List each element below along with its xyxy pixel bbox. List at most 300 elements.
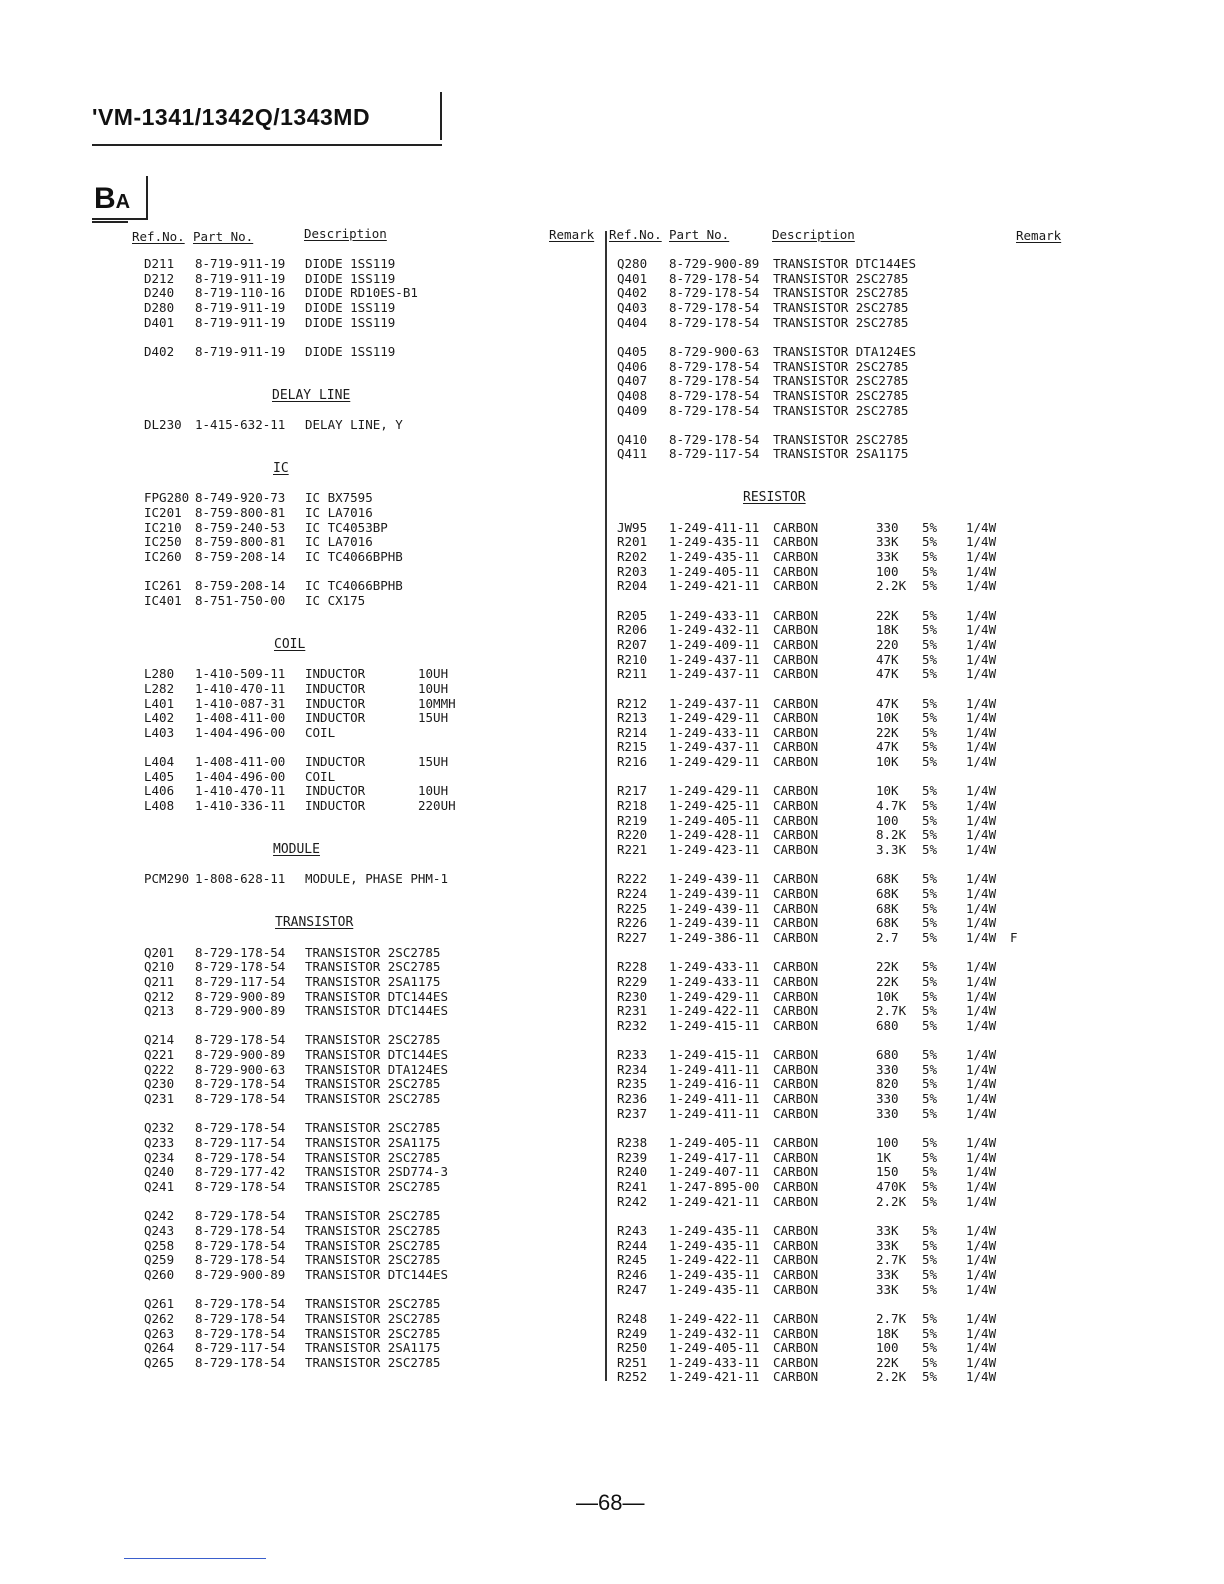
left-description: TRANSISTOR 2SC2785 bbox=[305, 1237, 441, 1253]
right-part-no: 1-249-405-11 bbox=[669, 1340, 760, 1356]
right-ref-no: R226 bbox=[617, 915, 648, 931]
board-label-underline bbox=[92, 221, 128, 223]
left-section-heading: TRANSISTOR bbox=[275, 915, 354, 931]
right-ref-no: R212 bbox=[617, 695, 648, 711]
right-tolerance: 5% bbox=[922, 1003, 938, 1019]
right-description: CARBON bbox=[773, 1281, 819, 1297]
right-tolerance: 5% bbox=[922, 812, 938, 828]
right-description: TRANSISTOR 2SC2785 bbox=[773, 402, 909, 418]
right-part-no: 1-249-405-11 bbox=[669, 563, 760, 579]
right-description: TRANSISTOR DTC144ES bbox=[773, 256, 916, 271]
right-tolerance: 5% bbox=[922, 929, 938, 945]
right-wattage: 1/4W bbox=[966, 1340, 997, 1356]
left-ref-no: Q263 bbox=[144, 1325, 175, 1341]
right-description: CARBON bbox=[773, 871, 819, 887]
right-header-ref: Ref.No. bbox=[609, 227, 662, 242]
left-part-no: 8-759-208-14 bbox=[195, 549, 286, 564]
right-part-no: 8-729-178-54 bbox=[669, 299, 760, 315]
board-label-letter: B bbox=[94, 182, 116, 215]
right-ref-no: R205 bbox=[617, 607, 648, 623]
left-header-desc: Description bbox=[304, 226, 387, 241]
left-section-heading: DELAY LINE bbox=[272, 387, 351, 403]
right-wattage: 1/4W bbox=[966, 812, 997, 828]
right-description: CARBON bbox=[773, 710, 819, 726]
left-part-no: 1-410-336-11 bbox=[195, 798, 286, 813]
right-wattage: 1/4W bbox=[966, 1310, 997, 1326]
right-part-no: 1-249-411-11 bbox=[669, 1105, 760, 1121]
left-ref-no: Q232 bbox=[144, 1120, 175, 1136]
right-tolerance: 5% bbox=[922, 651, 938, 667]
right-tolerance: 5% bbox=[922, 1222, 938, 1238]
left-value: 15UH bbox=[418, 710, 449, 726]
right-ref-no: R238 bbox=[617, 1135, 648, 1150]
right-ref-no: R218 bbox=[617, 798, 648, 813]
right-tolerance: 5% bbox=[922, 1369, 938, 1385]
right-description: CARBON bbox=[773, 973, 819, 989]
left-part-no: 1-404-496-00 bbox=[195, 768, 286, 784]
left-description: COIL bbox=[305, 724, 336, 740]
left-ref-no: Q222 bbox=[144, 1061, 175, 1077]
right-part-no: 8-729-178-54 bbox=[669, 314, 760, 330]
right-description: CARBON bbox=[773, 783, 819, 799]
right-part-no: 1-247-895-00 bbox=[669, 1178, 760, 1194]
left-ref-no: Q234 bbox=[144, 1149, 175, 1165]
left-description: INDUCTOR bbox=[305, 798, 366, 813]
right-description: CARBON bbox=[773, 959, 819, 975]
right-tolerance: 5% bbox=[922, 1076, 938, 1092]
left-description: INDUCTOR bbox=[305, 695, 366, 711]
right-ref-no: Q404 bbox=[617, 314, 648, 330]
right-wattage: 1/4W bbox=[966, 549, 997, 564]
right-tolerance: 5% bbox=[922, 1164, 938, 1180]
left-description: COIL bbox=[305, 768, 336, 784]
right-value: 33K bbox=[876, 1237, 899, 1253]
right-tolerance: 5% bbox=[922, 549, 938, 564]
left-description: TRANSISTOR DTC144ES bbox=[305, 1047, 448, 1063]
right-ref-no: R225 bbox=[617, 900, 648, 916]
left-part-no: 8-719-911-19 bbox=[195, 299, 286, 315]
left-ref-no: Q261 bbox=[144, 1296, 175, 1312]
right-part-no: 1-249-422-11 bbox=[669, 1252, 760, 1268]
right-ref-no: R252 bbox=[617, 1369, 648, 1385]
right-part-no: 8-729-178-54 bbox=[669, 285, 760, 301]
right-description: CARBON bbox=[773, 1340, 819, 1356]
left-ref-no: IC260 bbox=[144, 549, 182, 564]
left-part-no: 8-729-178-54 bbox=[195, 1354, 286, 1370]
left-part-no: 8-729-178-54 bbox=[195, 1325, 286, 1341]
right-part-no: 1-249-429-11 bbox=[669, 710, 760, 726]
right-ref-no: R235 bbox=[617, 1076, 648, 1092]
right-tolerance: 5% bbox=[922, 578, 938, 594]
right-value: 2.7K bbox=[876, 1252, 907, 1268]
right-value: 150 bbox=[876, 1164, 899, 1180]
right-part-no: 1-249-435-11 bbox=[669, 549, 760, 564]
right-tolerance: 5% bbox=[922, 915, 938, 931]
left-part-no: 8-729-900-63 bbox=[195, 1061, 286, 1077]
right-tolerance: 5% bbox=[922, 842, 938, 857]
left-part-no: 8-759-240-53 bbox=[195, 519, 286, 535]
right-tolerance: 5% bbox=[922, 519, 938, 535]
right-part-no: 1-249-415-11 bbox=[669, 1047, 760, 1063]
left-ref-no: D402 bbox=[144, 343, 175, 359]
right-tolerance: 5% bbox=[922, 1091, 938, 1106]
right-wattage: 1/4W bbox=[966, 1164, 997, 1180]
right-ref-no: Q406 bbox=[617, 358, 648, 374]
left-description: IC TC4053BP bbox=[305, 519, 388, 535]
left-section-heading: MODULE bbox=[273, 842, 320, 857]
left-part-no: 8-729-900-89 bbox=[195, 1047, 286, 1063]
left-ref-no: Q230 bbox=[144, 1076, 175, 1092]
right-wattage: 1/4W bbox=[966, 1149, 997, 1165]
right-value: 330 bbox=[876, 519, 899, 535]
right-wattage: 1/4W bbox=[966, 739, 997, 755]
left-description: TRANSISTOR DTC144ES bbox=[305, 1003, 448, 1019]
right-part-no: 1-249-417-11 bbox=[669, 1149, 760, 1165]
right-value: 330 bbox=[876, 1105, 899, 1121]
left-ref-no: L403 bbox=[144, 724, 175, 740]
right-wattage: 1/4W bbox=[966, 1135, 997, 1150]
right-wattage: 1/4W bbox=[966, 842, 997, 857]
left-part-no: 8-729-178-54 bbox=[195, 1208, 286, 1224]
right-part-no: 1-249-433-11 bbox=[669, 724, 760, 740]
left-description: TRANSISTOR 2SA1175 bbox=[305, 973, 441, 989]
right-wattage: 1/4W bbox=[966, 871, 997, 887]
right-part-no: 1-249-421-11 bbox=[669, 1369, 760, 1385]
left-ref-no: Q262 bbox=[144, 1310, 175, 1326]
right-ref-no: R202 bbox=[617, 549, 648, 564]
left-part-no: 8-729-178-54 bbox=[195, 1222, 286, 1238]
right-value: 68K bbox=[876, 871, 899, 887]
left-part-no: 1-410-470-11 bbox=[195, 680, 286, 696]
left-ref-no: Q259 bbox=[144, 1252, 175, 1268]
right-wattage: 1/4W bbox=[966, 710, 997, 726]
right-wattage: 1/4W bbox=[966, 1178, 997, 1194]
right-ref-no: Q405 bbox=[617, 343, 648, 359]
left-part-no: 8-729-178-54 bbox=[195, 1149, 286, 1165]
right-ref-no: R230 bbox=[617, 988, 648, 1004]
right-part-no: 1-249-437-11 bbox=[669, 695, 760, 711]
right-part-no: 8-729-900-89 bbox=[669, 256, 760, 271]
right-ref-no: R240 bbox=[617, 1164, 648, 1180]
right-ref-no: R210 bbox=[617, 651, 648, 667]
right-value: 33K bbox=[876, 549, 899, 564]
right-ref-no: R224 bbox=[617, 885, 648, 901]
right-tolerance: 5% bbox=[922, 563, 938, 579]
right-tolerance: 5% bbox=[922, 1178, 938, 1194]
left-description: DELAY LINE, Y bbox=[305, 417, 403, 433]
right-wattage: 1/4W bbox=[966, 1047, 997, 1063]
right-wattage: 1/4W bbox=[966, 1222, 997, 1238]
left-ref-no: Q242 bbox=[144, 1208, 175, 1224]
right-part-no: 1-249-407-11 bbox=[669, 1164, 760, 1180]
right-tolerance: 5% bbox=[922, 739, 938, 755]
left-description: TRANSISTOR 2SC2785 bbox=[305, 1252, 441, 1268]
right-description: TRANSISTOR 2SC2785 bbox=[773, 299, 909, 315]
right-wattage: 1/4W bbox=[966, 1193, 997, 1209]
right-description: TRANSISTOR 2SA1175 bbox=[773, 446, 909, 462]
right-value: 100 bbox=[876, 1340, 899, 1356]
right-tolerance: 5% bbox=[922, 798, 938, 813]
left-description: TRANSISTOR 2SC2785 bbox=[305, 1222, 441, 1238]
right-value: 470K bbox=[876, 1178, 907, 1194]
left-ref-no: L401 bbox=[144, 695, 175, 711]
right-part-no: 8-729-178-54 bbox=[669, 402, 760, 418]
right-tolerance: 5% bbox=[922, 754, 938, 770]
right-part-no: 8-729-178-54 bbox=[669, 358, 760, 374]
right-ref-no: R229 bbox=[617, 973, 648, 989]
column-separator bbox=[605, 231, 607, 1381]
right-wattage: 1/4W bbox=[966, 929, 997, 945]
left-part-no: 8-751-750-00 bbox=[195, 592, 286, 608]
left-part-no: 8-729-178-54 bbox=[195, 1296, 286, 1312]
left-part-no: 8-729-178-54 bbox=[195, 944, 286, 960]
right-ref-no: R222 bbox=[617, 871, 648, 887]
right-ref-no: R228 bbox=[617, 959, 648, 975]
right-description: TRANSISTOR DTA124ES bbox=[773, 343, 916, 359]
right-part-no: 1-249-437-11 bbox=[669, 666, 760, 682]
left-header-ref: Ref.No. bbox=[132, 229, 185, 244]
right-part-no: 1-249-439-11 bbox=[669, 885, 760, 901]
right-value: 47K bbox=[876, 666, 899, 682]
right-description: CARBON bbox=[773, 915, 819, 931]
left-part-no: 8-719-911-19 bbox=[195, 314, 286, 330]
right-description: CARBON bbox=[773, 1178, 819, 1194]
right-description: CARBON bbox=[773, 549, 819, 564]
right-description: CARBON bbox=[773, 651, 819, 667]
left-description: IC LA7016 bbox=[305, 505, 373, 520]
right-tolerance: 5% bbox=[922, 1354, 938, 1370]
right-ref-no: R219 bbox=[617, 812, 648, 828]
left-part-no: 1-808-628-11 bbox=[195, 871, 286, 887]
right-ref-no: R251 bbox=[617, 1354, 648, 1370]
left-ref-no: Q221 bbox=[144, 1047, 175, 1063]
right-wattage: 1/4W bbox=[966, 636, 997, 652]
right-part-no: 1-249-411-11 bbox=[669, 1091, 760, 1106]
right-part-no: 1-249-437-11 bbox=[669, 739, 760, 755]
right-value: 1K bbox=[876, 1149, 892, 1165]
left-ref-no: D240 bbox=[144, 285, 175, 301]
right-tolerance: 5% bbox=[922, 622, 938, 638]
right-part-no: 1-249-435-11 bbox=[669, 534, 760, 550]
right-part-no: 1-249-435-11 bbox=[669, 1266, 760, 1282]
right-value: 3.3K bbox=[876, 842, 907, 857]
left-part-no: 8-729-177-42 bbox=[195, 1164, 286, 1180]
right-part-no: 1-249-439-11 bbox=[669, 915, 760, 931]
left-ref-no: Q231 bbox=[144, 1091, 175, 1106]
right-description: CARBON bbox=[773, 1266, 819, 1282]
right-value: 68K bbox=[876, 885, 899, 901]
right-wattage: 1/4W bbox=[966, 959, 997, 975]
left-description: IC LA7016 bbox=[305, 534, 373, 550]
right-value: 22K bbox=[876, 1354, 899, 1370]
right-ref-no: R242 bbox=[617, 1193, 648, 1209]
right-tolerance: 5% bbox=[922, 1281, 938, 1297]
right-part-no: 1-249-422-11 bbox=[669, 1310, 760, 1326]
right-ref-no: R215 bbox=[617, 739, 648, 755]
right-part-no: 1-249-432-11 bbox=[669, 1325, 760, 1341]
right-ref-no: R248 bbox=[617, 1310, 648, 1326]
right-part-no: 8-729-178-54 bbox=[669, 270, 760, 286]
right-header-remark: Remark bbox=[1016, 228, 1062, 243]
left-ref-no: Q233 bbox=[144, 1135, 175, 1150]
right-value: 22K bbox=[876, 607, 899, 623]
right-value: 22K bbox=[876, 724, 899, 740]
right-ref-no: R216 bbox=[617, 754, 648, 770]
left-description: IC BX7595 bbox=[305, 490, 373, 506]
left-part-no: 8-729-178-54 bbox=[195, 1252, 286, 1268]
right-tolerance: 5% bbox=[922, 885, 938, 901]
left-ref-no: FPG280 bbox=[144, 490, 190, 506]
left-ref-no: DL230 bbox=[144, 417, 182, 433]
left-value: 10UH bbox=[418, 680, 449, 696]
right-description: CARBON bbox=[773, 1149, 819, 1165]
right-description: CARBON bbox=[773, 695, 819, 711]
left-description: IC TC4066BPHB bbox=[305, 549, 403, 564]
left-ref-no: Q265 bbox=[144, 1354, 175, 1370]
left-part-no: 8-729-900-89 bbox=[195, 988, 286, 1004]
right-tolerance: 5% bbox=[922, 1149, 938, 1165]
right-description: TRANSISTOR 2SC2785 bbox=[773, 270, 909, 286]
left-ref-no: Q214 bbox=[144, 1032, 175, 1048]
right-ref-no: R232 bbox=[617, 1017, 648, 1033]
right-ref-no: Q409 bbox=[617, 402, 648, 418]
left-value: 15UH bbox=[418, 754, 449, 770]
right-description: TRANSISTOR 2SC2785 bbox=[773, 358, 909, 374]
left-ref-no: Q264 bbox=[144, 1340, 175, 1356]
right-value: 68K bbox=[876, 915, 899, 931]
right-description: CARBON bbox=[773, 1017, 819, 1033]
right-description: CARBON bbox=[773, 607, 819, 623]
left-part-no: 8-729-178-54 bbox=[195, 1091, 286, 1106]
right-value: 100 bbox=[876, 812, 899, 828]
board-label bbox=[94, 182, 130, 216]
right-description: CARBON bbox=[773, 636, 819, 652]
right-value: 10K bbox=[876, 754, 899, 770]
right-wattage: 1/4W bbox=[966, 1076, 997, 1092]
right-part-no: 1-249-432-11 bbox=[669, 622, 760, 638]
right-part-no: 8-729-178-54 bbox=[669, 431, 760, 447]
left-ref-no: L406 bbox=[144, 783, 175, 799]
page-number: —68— bbox=[576, 1490, 645, 1515]
left-description: TRANSISTOR 2SC2785 bbox=[305, 1354, 441, 1370]
right-wattage: 1/4W bbox=[966, 973, 997, 989]
right-description: CARBON bbox=[773, 929, 819, 945]
left-part-no: 8-759-800-81 bbox=[195, 505, 286, 520]
right-tolerance: 5% bbox=[922, 1193, 938, 1209]
right-value: 330 bbox=[876, 1091, 899, 1106]
left-part-no: 8-719-911-19 bbox=[195, 343, 286, 359]
left-ref-no: Q210 bbox=[144, 959, 175, 975]
left-description: TRANSISTOR 2SC2785 bbox=[305, 1149, 441, 1165]
right-wattage: 1/4W bbox=[966, 915, 997, 931]
right-value: 100 bbox=[876, 563, 899, 579]
right-value: 47K bbox=[876, 695, 899, 711]
left-description: TRANSISTOR DTC144ES bbox=[305, 1266, 448, 1282]
right-ref-no: Q408 bbox=[617, 387, 648, 403]
right-ref-no: R243 bbox=[617, 1222, 648, 1238]
left-part-no: 8-729-117-54 bbox=[195, 1135, 286, 1150]
right-description: TRANSISTOR 2SC2785 bbox=[773, 314, 909, 330]
right-description: CARBON bbox=[773, 1354, 819, 1370]
left-description: TRANSISTOR 2SC2785 bbox=[305, 1208, 441, 1224]
right-ref-no: R236 bbox=[617, 1091, 648, 1106]
right-value: 2.7K bbox=[876, 1310, 907, 1326]
right-wattage: 1/4W bbox=[966, 885, 997, 901]
right-part-no: 1-249-416-11 bbox=[669, 1076, 760, 1092]
left-part-no: 8-729-117-54 bbox=[195, 973, 286, 989]
right-ref-no: R239 bbox=[617, 1149, 648, 1165]
left-ref-no: L402 bbox=[144, 710, 175, 726]
right-description: CARBON bbox=[773, 1252, 819, 1268]
right-description: CARBON bbox=[773, 1061, 819, 1077]
right-wattage: 1/4W bbox=[966, 783, 997, 799]
right-part-no: 1-249-425-11 bbox=[669, 798, 760, 813]
right-wattage: 1/4W bbox=[966, 1017, 997, 1033]
right-part-no: 1-249-439-11 bbox=[669, 900, 760, 916]
right-value: 220 bbox=[876, 636, 899, 652]
right-ref-no: JW95 bbox=[617, 519, 648, 535]
left-description: INDUCTOR bbox=[305, 783, 366, 799]
left-part-no: 8-729-178-54 bbox=[195, 1237, 286, 1253]
right-part-no: 1-249-433-11 bbox=[669, 959, 760, 975]
right-ref-no: R249 bbox=[617, 1325, 648, 1341]
right-ref-no: R220 bbox=[617, 827, 648, 843]
right-value: 330 bbox=[876, 1061, 899, 1077]
left-description: DIODE 1SS119 bbox=[305, 299, 396, 315]
right-description: CARBON bbox=[773, 1047, 819, 1063]
left-description: DIODE 1SS119 bbox=[305, 314, 396, 330]
left-ref-no: Q243 bbox=[144, 1222, 175, 1238]
left-ref-no: Q213 bbox=[144, 1003, 175, 1019]
left-description: INDUCTOR bbox=[305, 680, 366, 696]
right-part-no: 1-249-423-11 bbox=[669, 842, 760, 857]
right-value: 22K bbox=[876, 973, 899, 989]
right-description: CARBON bbox=[773, 724, 819, 740]
right-wattage: 1/4W bbox=[966, 1003, 997, 1019]
right-description: CARBON bbox=[773, 1105, 819, 1121]
left-value: 10UH bbox=[418, 666, 449, 682]
right-wattage: 1/4W bbox=[966, 724, 997, 740]
right-wattage: 1/4W bbox=[966, 1091, 997, 1106]
right-description: CARBON bbox=[773, 1193, 819, 1209]
right-tolerance: 5% bbox=[922, 827, 938, 843]
right-wattage: 1/4W bbox=[966, 578, 997, 594]
right-wattage: 1/4W bbox=[966, 754, 997, 770]
right-description: CARBON bbox=[773, 578, 819, 594]
left-ref-no: PCM290 bbox=[144, 871, 190, 887]
right-value: 18K bbox=[876, 622, 899, 638]
right-wattage: 1/4W bbox=[966, 1252, 997, 1268]
right-description: TRANSISTOR 2SC2785 bbox=[773, 373, 909, 389]
left-part-no: 8-759-208-14 bbox=[195, 578, 286, 594]
left-description: TRANSISTOR 2SC2785 bbox=[305, 959, 441, 975]
left-description: TRANSISTOR 2SC2785 bbox=[305, 1076, 441, 1092]
left-part-no: 8-729-178-54 bbox=[195, 1076, 286, 1092]
left-description: DIODE 1SS119 bbox=[305, 270, 396, 286]
right-section-heading: RESISTOR bbox=[743, 490, 806, 506]
right-part-no: 1-249-435-11 bbox=[669, 1281, 760, 1297]
right-ref-no: Q403 bbox=[617, 299, 648, 315]
right-description: CARBON bbox=[773, 622, 819, 638]
right-tolerance: 5% bbox=[922, 1266, 938, 1282]
right-description: CARBON bbox=[773, 900, 819, 916]
right-ref-no: R213 bbox=[617, 710, 648, 726]
right-part-no: 1-249-421-11 bbox=[669, 578, 760, 594]
right-part-no: 1-249-429-11 bbox=[669, 754, 760, 770]
right-description: CARBON bbox=[773, 885, 819, 901]
right-ref-no: R207 bbox=[617, 636, 648, 652]
left-description: TRANSISTOR DTA124ES bbox=[305, 1061, 448, 1077]
